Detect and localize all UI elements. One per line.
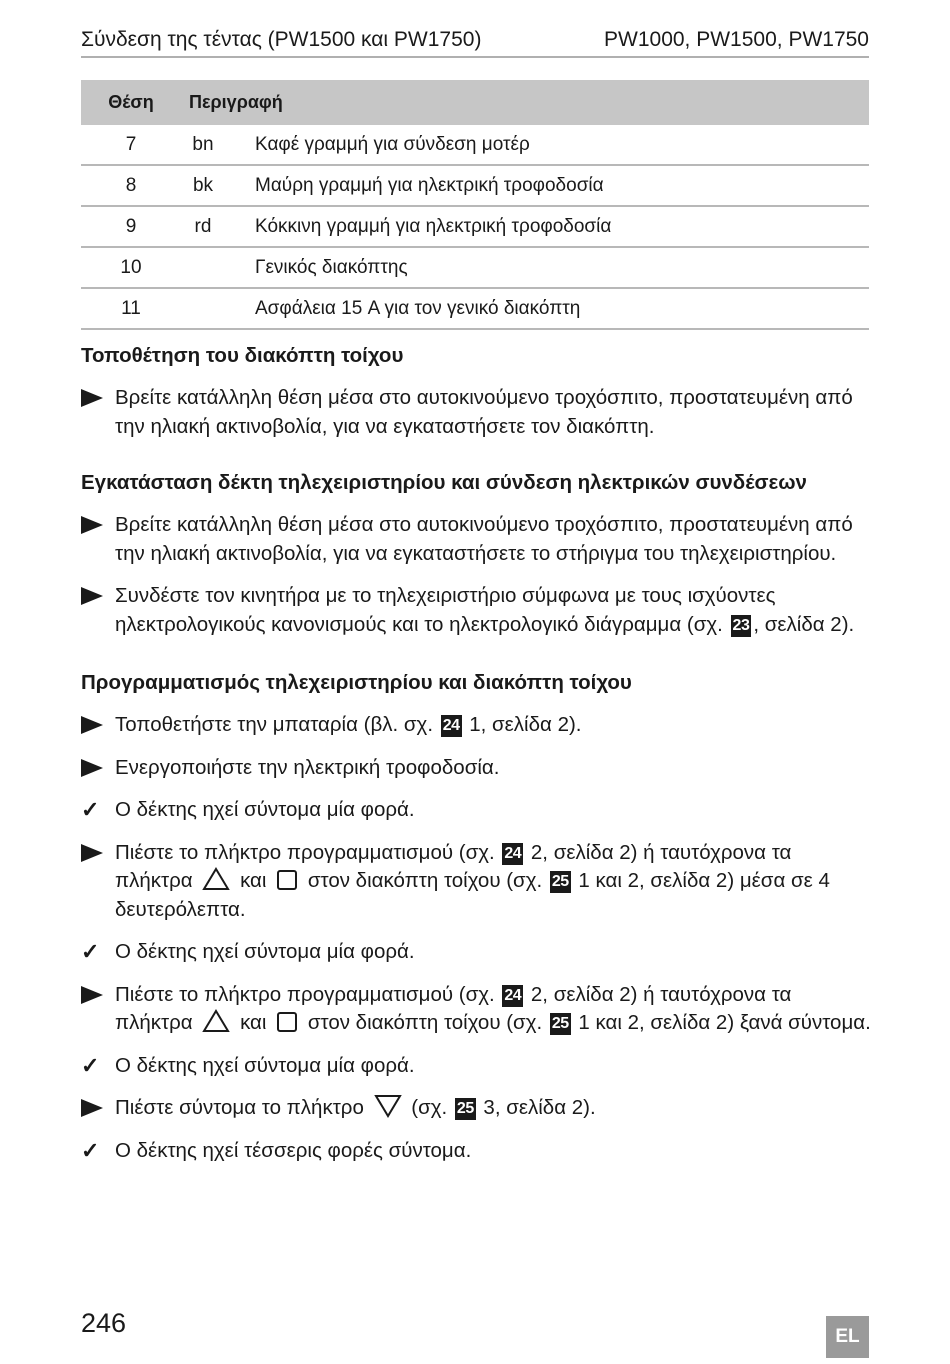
instruction-step	[81, 981, 871, 1038]
step-text: , σελίδα 2).	[753, 612, 855, 636]
page-number: 246	[81, 1308, 127, 1338]
step-text: 1 και 2, σελίδα 2) μέσα σε 4 δευτερόλεπτα.	[115, 869, 830, 921]
instruction-step	[81, 711, 871, 740]
page-content	[81, 342, 871, 1165]
triangle-up-icon	[202, 867, 230, 891]
step-text: Πιέστε σύντομα το πλήκτρο	[115, 1096, 364, 1119]
step-text: και	[240, 1011, 267, 1034]
arrow-right-icon	[81, 384, 109, 416]
result-text: Ο δέκτης ηχεί σύντομα μία φορά.	[115, 798, 415, 821]
step-text: Βρείτε κατάλληλη θέση μέσα στο αυτοκινούμενο τροχόσπιτο, προστατευμένη από την ηλιακή ακτινοβολία, για να εγκαταστήσετε το στήριγμα του τηλεχειριστηρίου.	[115, 513, 853, 565]
result-step	[81, 796, 871, 825]
arrow-right-icon	[81, 582, 109, 614]
instruction-step	[81, 1094, 871, 1123]
figure-ref: 24	[441, 715, 462, 737]
triangle-down-icon	[374, 1094, 402, 1118]
figure-ref: 25	[550, 871, 571, 893]
step-text: Συνδέστε τον κινητήρα με το τηλεχειριστήριο σύμφωνα με τους ισχύοντες ηλεκτρολογικούς κανονισμούς και το ηλεκτρολογικό διάγραμμα (σχ.	[115, 584, 776, 636]
column-header-position: Θέση	[108, 92, 154, 112]
check-icon: ✓	[81, 1137, 100, 1163]
step-text: Πιέστε το πλήκτρο προγραμματισμού (σχ.	[115, 840, 495, 864]
square-icon	[276, 1011, 298, 1033]
step-text: 2, σελίδα 2) ή ταυτόχρονα τα πλήκτρα	[115, 982, 792, 1034]
result-text: Ο δέκτης ηχεί τέσσερις φορές σύντομα.	[115, 1138, 472, 1162]
figure-ref: 25	[455, 1098, 476, 1120]
cell-position: 8	[125, 174, 137, 196]
table-row	[81, 207, 869, 248]
cell-position: 9	[125, 215, 137, 237]
header-section-title: Σύνδεση της τέντας (PW1500 και PW1750)	[81, 28, 482, 51]
arrow-right-icon	[81, 839, 109, 871]
cell-description: Καφέ γραμμή για σύνδεση μοτέρ	[255, 133, 530, 155]
table-header	[81, 80, 869, 125]
result-text: Ο δέκτης ηχεί σύντομα μία φορά.	[115, 940, 415, 963]
cell-code: bk	[192, 174, 214, 196]
result-text: Ο δέκτης ηχεί σύντομα μία φορά.	[115, 1053, 415, 1077]
instruction-step	[81, 384, 871, 441]
section-heading: Τοποθέτηση του διακόπτη τοίχου	[81, 344, 404, 367]
step-text: 1, σελίδα 2).	[469, 713, 582, 736]
cell-position: 7	[125, 133, 137, 155]
cell-position: 10	[120, 256, 142, 278]
column-header-description: Περιγραφή	[189, 92, 283, 112]
arrow-right-icon	[81, 754, 109, 786]
instruction-step	[81, 754, 871, 783]
instruction-step	[81, 839, 871, 925]
triangle-up-icon	[202, 1009, 230, 1033]
wiring-table	[81, 80, 869, 330]
check-icon: ✓	[81, 939, 100, 964]
language-badge: EL	[826, 1316, 869, 1358]
result-step	[81, 1052, 871, 1081]
check-icon: ✓	[81, 797, 100, 822]
arrow-right-icon	[81, 1094, 109, 1126]
figure-ref: 24	[502, 843, 523, 865]
result-step	[81, 938, 871, 967]
step-text: 1 και 2, σελίδα 2) ξανά σύντομα.	[578, 1011, 871, 1034]
cell-description: Γενικός διακόπτης	[255, 256, 408, 278]
cell-description: Ασφάλεια 15 A για τον γενικό διακόπτη	[255, 297, 581, 319]
cell-description: Μαύρη γραμμή για ηλεκτρική τροφοδοσία	[255, 174, 604, 196]
instruction-step	[81, 511, 871, 568]
step-text: στον διακόπτη τοίχου (σχ.	[307, 869, 543, 892]
cell-code: bn	[192, 133, 214, 155]
table-row	[81, 248, 869, 289]
step-text: Ενεργοποιήστε την ηλεκτρική τροφοδοσία.	[115, 755, 500, 779]
table-row	[81, 166, 869, 207]
arrow-right-icon	[81, 511, 109, 543]
check-icon: ✓	[81, 1052, 100, 1078]
header-models: PW1000, PW1500, PW1750	[604, 28, 869, 51]
square-icon	[276, 869, 298, 891]
table-row	[81, 289, 869, 330]
section-heading: Εγκατάσταση δέκτη τηλεχειριστηρίου και σύνδεση ηλεκτρικών συνδέσεων	[81, 471, 807, 494]
step-text: στον διακόπτη τοίχου (σχ.	[307, 1011, 543, 1034]
section-heading: Προγραμματισμός τηλεχειριστηρίου και διακόπτη τοίχου	[81, 671, 632, 694]
step-text: 3, σελίδα 2).	[483, 1096, 596, 1119]
step-text: (σχ.	[411, 1096, 448, 1119]
arrow-right-icon	[81, 711, 109, 743]
cell-code: rd	[194, 215, 212, 237]
figure-ref: 25	[550, 1013, 571, 1035]
cell-description: Κόκκινη γραμμή για ηλεκτρική τροφοδοσία	[255, 215, 612, 237]
figure-ref: 23	[731, 615, 752, 637]
step-text: Πιέστε το πλήκτρο προγραμματισμού (σχ.	[115, 982, 495, 1006]
cell-position: 11	[121, 297, 141, 319]
result-step	[81, 1137, 871, 1166]
step-text: Βρείτε κατάλληλη θέση μέσα στο αυτοκινούμενο τροχόσπιτο, προστατευμένη από την ηλιακή ακτινοβολία, για να εγκαταστήσετε τον διακόπτη.	[115, 386, 853, 438]
step-text: 2, σελίδα 2) ή ταυτόχρονα τα πλήκτρα	[115, 840, 792, 892]
step-text: και	[240, 869, 267, 892]
instruction-step	[81, 582, 871, 639]
arrow-right-icon	[81, 981, 109, 1013]
step-text: Τοποθετήστε την μπαταρία (βλ. σχ.	[115, 713, 434, 736]
table-row	[81, 125, 869, 166]
figure-ref: 24	[502, 985, 523, 1007]
page-header	[81, 24, 869, 58]
